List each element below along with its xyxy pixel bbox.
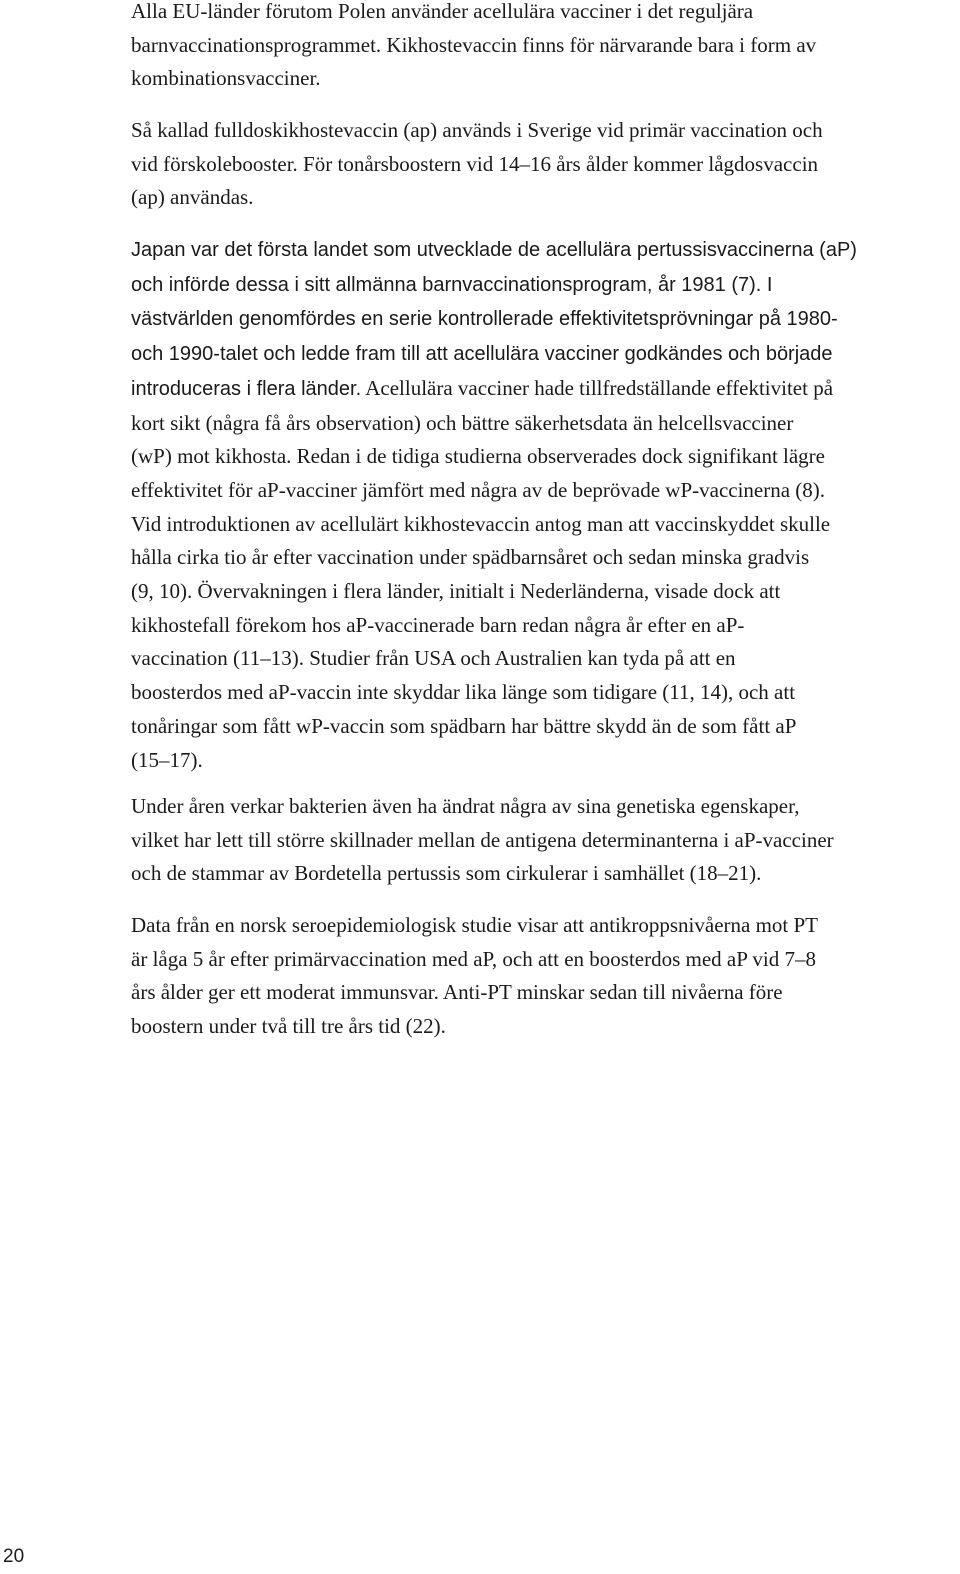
text-line: års ålder ger ett moderat immunsvar. Anti-PT minskar sedan till nivåerna före	[131, 980, 783, 1005]
paragraph-genetic-changes	[131, 790, 956, 891]
text-line: boostern under två till tre års tid (22).	[131, 1014, 446, 1039]
paragraph-acellular-history	[131, 233, 956, 777]
text-line: Under åren verkar bakterien även ha ändrat några av sina genetiska egenskaper,	[131, 794, 800, 818]
text-line: Data från en norsk seroepidemiologisk studie visar att antikroppsnivåerna mot PT	[131, 913, 819, 937]
text-line: kort sikt (några få års observation) och bättre säkerhetsdata än helcellsvacciner	[131, 410, 794, 435]
paragraph-norwegian-study	[131, 909, 956, 1044]
text-line: och införde dessa i sitt allmänna barnvaccinationsprogram, år 1981 (7). I	[131, 273, 773, 296]
text-line: (9, 10). Övervakningen i flera länder, initialt i Nederländerna, visade dock att	[131, 579, 781, 604]
paragraph-sweden-vaccination	[131, 114, 956, 215]
text-line: Japan var det första landet som utvecklade de acellulära pertussisvaccinerna (aP)	[131, 239, 857, 261]
text-line: Acellulära vacciner hade tillfredställande effektivitet på	[365, 375, 834, 400]
text-line: kikhostefall förekom hos aP-vaccinerade barn redan några år efter en aP-	[131, 612, 745, 637]
text-line: (ap) användas.	[131, 185, 254, 210]
text-line: västvärlden genomfördes en serie kontrollerade effektivitetsprövningar på 1980-	[131, 308, 838, 331]
text-line: tonåringar som fått wP-vaccin som spädbarn har bättre skydd än de som fått aP	[131, 713, 797, 738]
text-line: barnvaccinationsprogrammet. Kikhostevaccin finns för närvarande bara i form av	[131, 32, 817, 57]
text-line: är låga 5 år efter primärvaccination med aP, och att en boosterdos med aP vid 7–8	[131, 946, 816, 971]
text-line: vid förskolebooster. För tonårsboostern vid 14–16 års ålder kommer lågdosvaccin	[131, 151, 819, 176]
text-line: boosterdos med aP-vaccin inte skyddar lika länge som tidigare (11, 14), och att	[131, 680, 796, 705]
text-line: vaccination (11–13). Studier från USA och Australien kan tyda på att en	[131, 646, 736, 671]
text-line: vilket har lett till större skillnader mellan de antigena determinanterna i aP-vacciner	[131, 827, 834, 852]
text-line: introduceras i flera länder.	[131, 377, 362, 400]
text-line: Så kallad fulldoskikhostevaccin (ap) används i Sverige vid primär vaccination och	[131, 118, 823, 142]
page-number: 20	[3, 1546, 25, 1567]
text-line: hålla cirka tio år efter vaccination under spädbarnsåret och sedan minska gradvis	[131, 545, 810, 570]
paragraph-eu-vaccines	[131, 0, 956, 96]
text-line: kombinationsvacciner.	[131, 66, 321, 91]
text-line: och 1990-talet och ledde fram till att acellulära vacciner godkändes och började	[131, 343, 833, 366]
text-line: Vid introduktionen av acellulärt kikhostevaccin antog man att vaccinskyddet skulle	[131, 511, 831, 536]
text-line: effektivitet för aP-vacciner jämfört med några av de beprövade wP-vaccinerna (8).	[131, 477, 826, 502]
text-line: (15–17).	[131, 747, 203, 772]
text-line: Alla EU-länder förutom Polen använder acellulära vacciner i det reguljära	[131, 0, 754, 23]
text-line: (wP) mot kikhosta. Redan i de tidiga studierna observerades dock signifikant lägre	[131, 444, 825, 469]
text-line: och de stammar av Bordetella pertussis som cirkulerar i samhället (18–21).	[131, 861, 762, 886]
